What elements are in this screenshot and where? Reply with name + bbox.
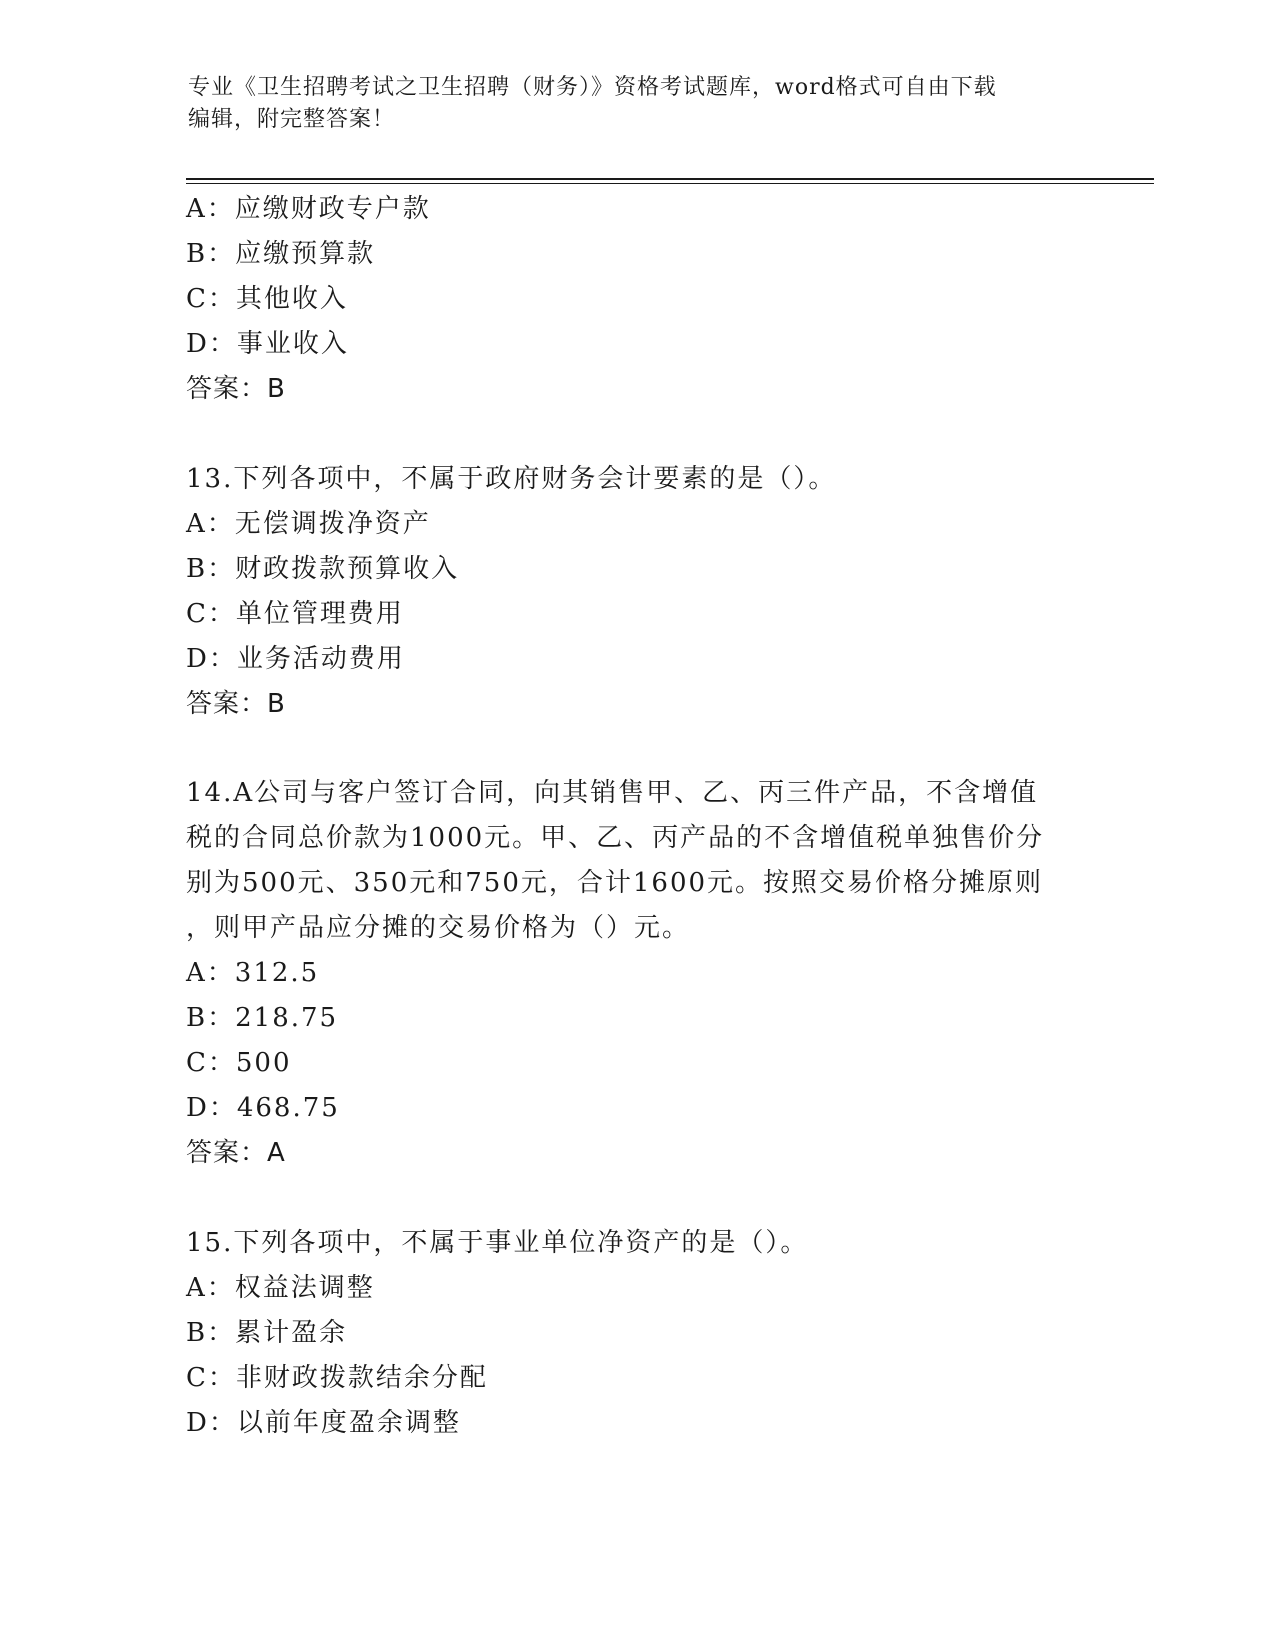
q14-question-line-3: 别为500元、350元和750元，合计1600元。按照交易价格分摊原则 xyxy=(186,868,1044,898)
q12-answer: 答案：B xyxy=(186,374,286,404)
q13-question: 13.下列各项中，不属于政府财务会计要素的是（）。 xyxy=(186,464,837,494)
q15-option-a: A：权益法调整 xyxy=(186,1273,375,1303)
q14-question-line-4: ，则甲产品应分摊的交易价格为（）元。 xyxy=(186,913,691,943)
q14-question-line-2: 税的合同总价款为1000元。甲、乙、丙产品的不含增值税单独售价分 xyxy=(186,823,1045,853)
q15-question: 15.下列各项中，不属于事业单位净资产的是（）。 xyxy=(186,1228,809,1258)
q15-option-c: C：非财政拨款结余分配 xyxy=(186,1363,488,1393)
q13-answer: 答案：B xyxy=(186,689,286,719)
header-divider-thin xyxy=(186,183,1154,184)
q14-option-c: C：500 xyxy=(186,1048,292,1078)
q14-option-d: D：468.75 xyxy=(186,1093,340,1123)
q13-option-a: A：无偿调拨净资产 xyxy=(186,509,431,539)
q15-option-b: B：累计盈余 xyxy=(186,1318,348,1348)
q13-option-c: C：单位管理费用 xyxy=(186,599,404,629)
document-header xyxy=(188,72,1068,136)
q12-option-d: D：事业收入 xyxy=(186,329,349,359)
header-line-2: 编辑，附完整答案！ xyxy=(188,107,396,132)
q12-option-a: A：应缴财政专户款 xyxy=(186,194,431,224)
q15-option-d: D：以前年度盈余调整 xyxy=(186,1408,461,1438)
q14-option-a: A：312.5 xyxy=(186,958,320,988)
q14-answer: 答案：A xyxy=(186,1138,286,1168)
q13-option-b: B：财政拨款预算收入 xyxy=(186,554,460,584)
q14-question-line-1: 14.A公司与客户签订合同，向其销售甲、乙、丙三件产品，不含增值 xyxy=(186,778,1039,808)
q12-option-c: C：其他收入 xyxy=(186,284,348,314)
header-line-1: 专业《卫生招聘考试之卫生招聘（财务）》资格考试题库，word格式可自由下载 xyxy=(188,75,997,100)
q14-option-b: B：218.75 xyxy=(186,1003,339,1033)
q12-option-b: B：应缴预算款 xyxy=(186,239,376,269)
q13-option-d: D：业务活动费用 xyxy=(186,644,405,674)
header-divider-thick xyxy=(186,178,1154,180)
